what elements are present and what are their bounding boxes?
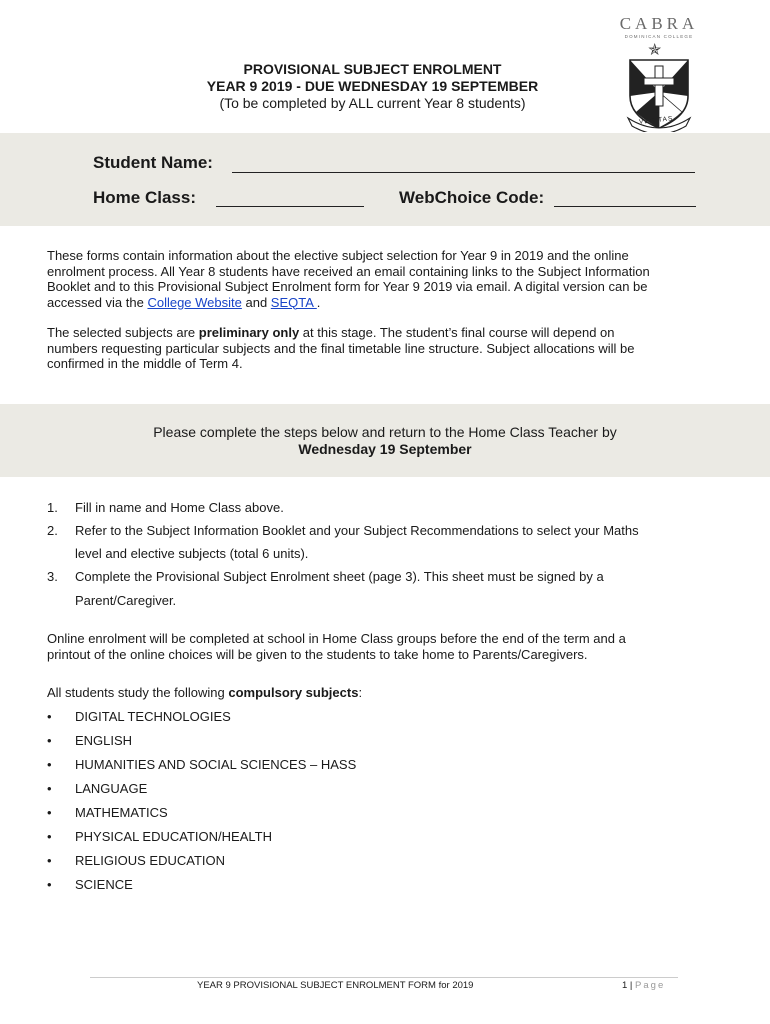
- footer-divider: [90, 977, 678, 978]
- home-class-label: Home Class:: [93, 188, 196, 207]
- student-name-field[interactable]: [232, 172, 695, 173]
- college-subtitle: DOMINICAN COLLEGE: [624, 34, 694, 39]
- college-wordmark: CABRA: [619, 14, 699, 33]
- college-motto: VERITAS: [638, 115, 674, 126]
- steps-banner-text: Please complete the steps below and return to the Home Class Teacher by Wednesday 19 September: [153, 424, 617, 457]
- page-number: 1 | Page: [622, 980, 666, 991]
- webchoice-code-field[interactable]: [554, 206, 696, 207]
- home-class-field[interactable]: [216, 206, 364, 207]
- page-title: PROVISIONAL SUBJECT ENROLMENT: [243, 61, 502, 77]
- footer-title: YEAR 9 PROVISIONAL SUBJECT ENROLMENT FORM for 2019: [197, 980, 474, 991]
- student-name-label: Student Name:: [93, 153, 213, 172]
- student-details-band: [0, 133, 770, 226]
- page-note: (To be completed by ALL current Year 8 students): [219, 95, 526, 111]
- college-crest-icon: [626, 56, 692, 137]
- preliminary-paragraph: The selected subjects are preliminary only at this stage. The student’s final course will depend on numbers requesting particular subjects and the final timetable line structure. Subject allocations will be confirmed in the middle of Term 4.: [47, 325, 635, 371]
- star-icon: ✯: [648, 42, 662, 59]
- webchoice-code-label: WebChoice Code:: [399, 188, 545, 207]
- intro-paragraph: These forms contain information about the elective subject selection for Year 9 in 2019 and the online enrolment process. All Year 8 students have received an email containing links to the Subject Information Booklet and to this Provisional Subject Enrolment form for Year 9 2019 via email. A digital version can be accessed via the College Website and SEQTA .: [47, 248, 650, 310]
- compulsory-intro: All students study the following compulsory subjects:: [47, 685, 363, 700]
- seqta-link[interactable]: SEQTA: [270, 294, 317, 310]
- college-website-link[interactable]: College Website: [147, 294, 242, 310]
- online-enrolment-paragraph: Online enrolment will be completed at school in Home Class groups before the end of the term and a printout of the online choices will be given to the students to take home to Parents/Caregivers.: [47, 631, 626, 662]
- page-subtitle: YEAR 9 2019 - DUE WEDNESDAY 19 SEPTEMBER: [206, 78, 539, 94]
